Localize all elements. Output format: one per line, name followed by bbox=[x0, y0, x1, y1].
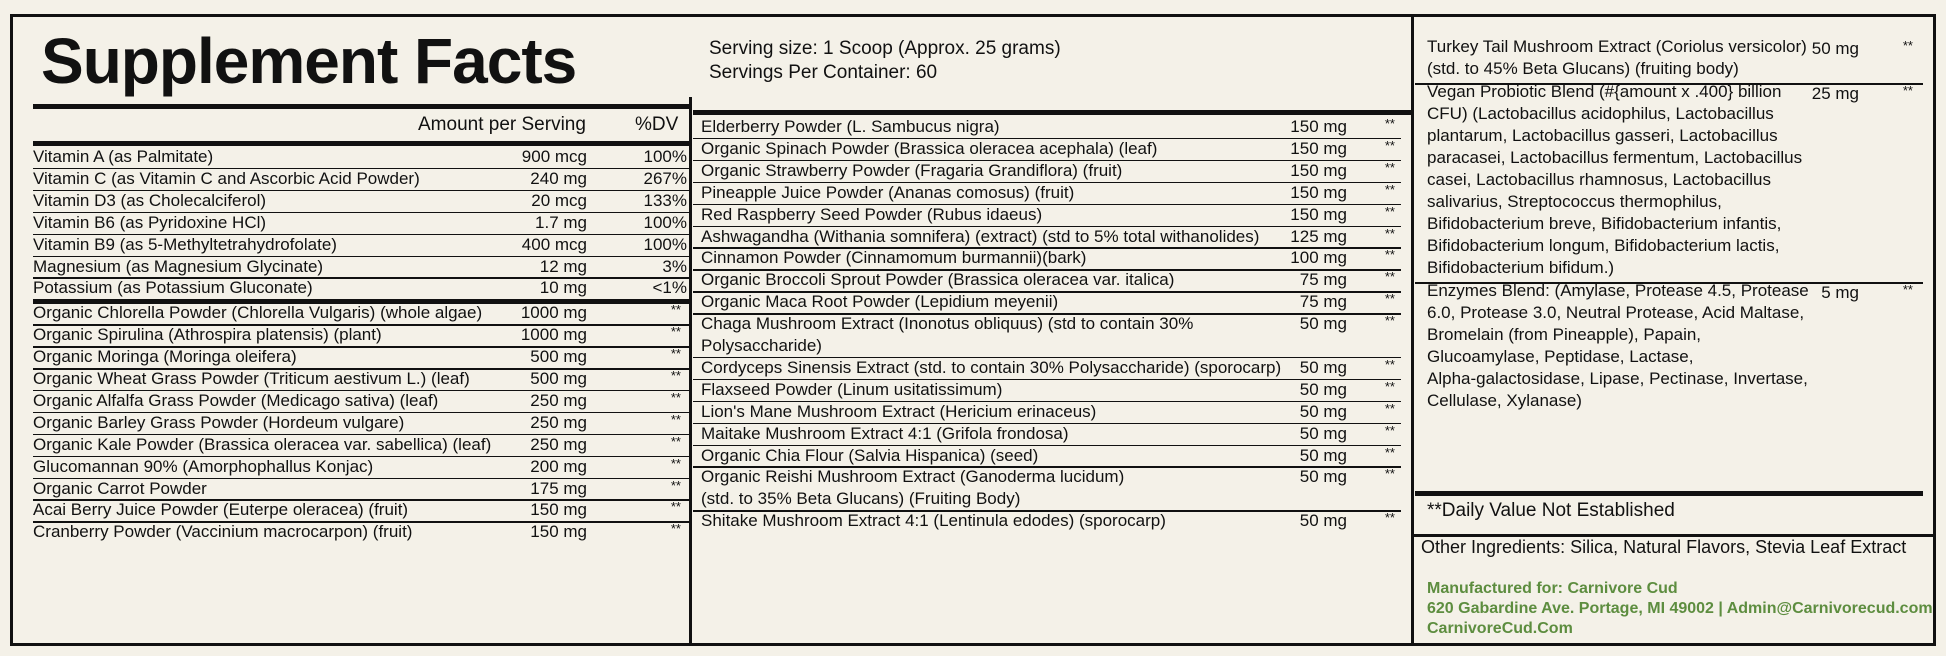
ingredient-line: Bifidobacterium longum, Bifidobacterium lactis, bbox=[1427, 236, 1780, 255]
nutrient-amount: 240 mg bbox=[530, 168, 587, 188]
ingredient-amount: 100 mg bbox=[1290, 248, 1347, 268]
ingredient-dv: ** bbox=[1384, 116, 1395, 131]
ingredient-name: Organic Broccoli Sprout Powder (Brassica oleracea var. italica) bbox=[701, 270, 1175, 290]
ingredient-dv: ** bbox=[1902, 83, 1913, 98]
ingredient-dv: ** bbox=[1384, 247, 1395, 263]
ingredient-dv: ** bbox=[1384, 313, 1395, 329]
ingredient-line: Glucoamylase, Peptidase, Lactase, bbox=[1427, 347, 1694, 366]
nutrient-amount: 12 mg bbox=[539, 256, 587, 276]
ingredient-amount: 150 mg bbox=[1290, 160, 1347, 180]
nutrient-amount: 20 mcg bbox=[531, 190, 587, 210]
nutrient-amount: 10 mg bbox=[539, 278, 587, 298]
ingredient-amount: 150 mg bbox=[1290, 138, 1347, 158]
ingredient-amount: 50 mg bbox=[1299, 401, 1347, 421]
ingredient-dv: ** bbox=[670, 389, 681, 405]
column-divider-2 bbox=[1411, 17, 1414, 643]
ingredient-amount: 50 mg bbox=[1811, 39, 1859, 58]
ingredient-name: Cordyceps Sinensis Extract (std. to contain 30% Polysaccharide) (sporocarp) bbox=[701, 357, 1282, 377]
ingredient-name: Chaga Mushroom Extract (Inonotus obliquus) (std to contain 30% bbox=[701, 314, 1194, 334]
ingredient-line: Bifidobacterium bifidum.) bbox=[1427, 258, 1615, 277]
ingredient-amount: 500 mg bbox=[530, 369, 587, 388]
ingredient-name: Pineapple Juice Powder (Ananas comosus) (fruit) bbox=[701, 182, 1075, 202]
panel-title: Supplement Facts bbox=[41, 25, 577, 97]
ingredient-name: Organic Maca Root Powder (Lepidium meyenii) bbox=[701, 292, 1059, 312]
ingredient-dv: ** bbox=[670, 302, 681, 318]
ingredient-dv: ** bbox=[1384, 422, 1395, 438]
ingredient-dv: ** bbox=[1384, 444, 1395, 460]
manufacturer-info bbox=[1427, 579, 1933, 639]
nutrient-dv: 100% bbox=[643, 212, 687, 232]
servings-per-container: Servings Per Container: 60 bbox=[709, 62, 938, 83]
ingredient-line: CFU) (Lactobacillus acidophilus, Lactobacillus bbox=[1427, 104, 1774, 123]
ingredient-dv: ** bbox=[1384, 466, 1395, 482]
ingredient-amount: 50 mg bbox=[1299, 314, 1347, 334]
ingredient-dv: ** bbox=[670, 477, 681, 493]
col3-bottom-rule bbox=[1415, 491, 1923, 496]
ingredient-name-line2: Polysaccharide) bbox=[701, 336, 822, 355]
ingredient-name: Lion's Mane Mushroom Extract (Hericium erinaceus) bbox=[701, 401, 1097, 421]
ingredient-name: Glucomannan 90% (Amorphophallus Konjac) bbox=[33, 456, 374, 476]
nutrient-name: Vitamin C (as Vitamin C and Ascorbic Acid Powder) bbox=[33, 168, 420, 188]
ingredient-dv: ** bbox=[1384, 356, 1395, 372]
manufacturer-address: 620 Gabardine Ave. Portage, MI 49002 | Admin@Carnivorecud.com bbox=[1427, 600, 1933, 617]
nutrient-dv: 267% bbox=[643, 168, 687, 188]
ingredient-line: Bifidobacterium breve, Bifidobacterium infantis, bbox=[1427, 214, 1782, 233]
ingredient-line: plantarum, Lactobacillus gasseri, Lactobacillus bbox=[1427, 126, 1778, 145]
manufacturer-name: Manufactured for: Carnivore Cud bbox=[1427, 580, 1678, 597]
ingredient-name: Organic Chia Flour (Salvia Hispanica) (seed) bbox=[701, 445, 1039, 465]
ingredient-line: Bromelain (from Pineapple), Papain, bbox=[1427, 325, 1702, 344]
ingredient-dv: ** bbox=[670, 346, 681, 362]
ingredient-name-line2: (std. to 35% Beta Glucans) (Fruiting Body) bbox=[701, 489, 1021, 509]
nutrient-name: Vitamin B6 (as Pyridoxine HCl) bbox=[33, 212, 267, 232]
ingredient-name: Organic Strawberry Powder (Fragaria Grandiflora) (fruit) bbox=[701, 160, 1123, 180]
ingredient-name: Shitake Mushroom Extract 4:1 (Lentinula edodes) (sporocarp) bbox=[701, 511, 1166, 531]
ingredient-amount: 250 mg bbox=[530, 434, 587, 454]
ingredient-line: Turkey Tail Mushroom Extract (Coriolus versicolor) bbox=[1427, 37, 1807, 56]
ingredient-name: Elderberry Powder (L. Sambucus nigra) bbox=[701, 117, 1000, 136]
ingredient-dv: ** bbox=[1902, 38, 1913, 53]
daily-value-note: **Daily Value Not Established bbox=[1427, 500, 1675, 521]
ingredient-line: paracasei, Lactobacillus fermentum, Lactobacillus bbox=[1427, 148, 1803, 167]
ingredient-name: Ashwagandha (Withania somnifera) (extract) (std to 5% total withanolides) bbox=[701, 226, 1260, 246]
ingredient-line: Cellulase, Xylanase) bbox=[1427, 391, 1582, 410]
ingredient-dv: ** bbox=[670, 521, 681, 537]
ingredient-row bbox=[33, 519, 689, 545]
note-box-bottom bbox=[1414, 527, 1933, 537]
ingredient-amount: 200 mg bbox=[530, 456, 587, 476]
dv-header: %DV bbox=[635, 114, 679, 135]
ingredient-dv: ** bbox=[1384, 269, 1395, 285]
nutrient-name: Vitamin B9 (as 5-Methyltetrahydrofolate) bbox=[33, 234, 337, 254]
ingredient-amount: 250 mg bbox=[530, 412, 587, 432]
ingredient-name: Organic Reishi Mushroom Extract (Ganoderma lucidum) bbox=[701, 467, 1125, 487]
ingredient-amount: 50 mg bbox=[1299, 357, 1347, 377]
ingredient-name: Organic Spirulina (Athrospira platensis) (plant) bbox=[33, 325, 382, 345]
ingredient-amount: 150 mg bbox=[1290, 117, 1347, 136]
nutrient-dv: 100% bbox=[643, 234, 687, 254]
column-divider-1 bbox=[689, 97, 692, 643]
ingredient-name: Cranberry Powder (Vaccinium macrocarpon) (fruit) bbox=[33, 522, 413, 542]
ingredient-dv: ** bbox=[670, 455, 681, 471]
ingredient-name: Organic Alfalfa Grass Powder (Medicago sativa) (leaf) bbox=[33, 390, 439, 410]
nutrient-dv: 3% bbox=[662, 256, 687, 276]
ingredient-amount: 50 mg bbox=[1299, 511, 1347, 531]
ingredient-dv: ** bbox=[1384, 225, 1395, 241]
nutrient-dv: 133% bbox=[643, 190, 687, 210]
ingredient-amount: 5 mg bbox=[1821, 283, 1859, 302]
ingredient-amount: 75 mg bbox=[1299, 292, 1347, 312]
ingredient-name: Maitake Mushroom Extract 4:1 (Grifola frondosa) bbox=[701, 423, 1069, 443]
amount-per-serving-header: Amount per Serving bbox=[418, 114, 586, 135]
ingredient-line: Enzymes Blend: (Amylase, Protease 4.5, Protease bbox=[1427, 281, 1809, 300]
ingredient-dv: ** bbox=[670, 324, 681, 340]
ingredient-dv: ** bbox=[1384, 291, 1395, 307]
ingredient-amount: 50 mg bbox=[1299, 423, 1347, 443]
ingredient-dv: ** bbox=[670, 499, 681, 515]
ingredient-row bbox=[701, 508, 1401, 534]
nutrient-name: Potassium (as Potassium Gluconate) bbox=[33, 278, 313, 298]
nutrient-dv: 100% bbox=[643, 147, 687, 166]
ingredient-block bbox=[1427, 81, 1919, 279]
ingredient-name: Organic Kale Powder (Brassica oleracea var. sabellica) (leaf) bbox=[33, 434, 492, 454]
ingredient-amount: 150 mg bbox=[1290, 182, 1347, 202]
ingredient-dv: ** bbox=[1384, 378, 1395, 394]
ingredient-amount: 175 mg bbox=[530, 478, 587, 498]
col1-top-rule bbox=[33, 104, 689, 109]
ingredient-amount: 500 mg bbox=[530, 347, 587, 367]
ingredient-block bbox=[1427, 280, 1919, 412]
nutrient-name: Vitamin A (as Palmitate) bbox=[33, 147, 214, 166]
ingredient-line: salivarius, Streptococcus thermophilus, bbox=[1427, 192, 1722, 211]
ingredient-amount: 50 mg bbox=[1299, 445, 1347, 465]
ingredient-name: Acai Berry Juice Powder (Euterpe oleracea) (fruit) bbox=[33, 500, 409, 520]
ingredient-amount: 125 mg bbox=[1290, 226, 1347, 246]
ingredient-name: Cinnamon Powder (Cinnamomum burmannii)(bark) bbox=[701, 248, 1087, 268]
ingredient-dv: ** bbox=[670, 411, 681, 427]
ingredient-dv: ** bbox=[1902, 282, 1913, 297]
serving-size: Serving size: 1 Scoop (Approx. 25 grams) bbox=[709, 38, 1061, 59]
serving-info bbox=[709, 37, 1061, 85]
ingredient-amount: 250 mg bbox=[530, 390, 587, 410]
manufacturer-website: CarnivoreCud.Com bbox=[1427, 620, 1573, 637]
ingredient-line: Alpha-galactosidase, Lipase, Pectinase, Invertase, bbox=[1427, 369, 1808, 388]
ingredient-amount: 50 mg bbox=[1299, 467, 1347, 487]
ingredient-amount: 25 mg bbox=[1811, 84, 1859, 103]
ingredient-name: Organic Chlorella Powder (Chlorella Vulgaris) (whole algae) bbox=[33, 303, 483, 323]
ingredient-line: (std. to 45% Beta Glucans) (fruiting body) bbox=[1427, 59, 1739, 78]
ingredient-amount: 150 mg bbox=[530, 500, 587, 520]
nutrient-amount: 400 mcg bbox=[521, 234, 587, 254]
ingredient-name: Organic Wheat Grass Powder (Triticum aestivum L.) (leaf) bbox=[33, 369, 470, 388]
ingredient-dv: ** bbox=[670, 433, 681, 449]
supplement-facts-panel bbox=[10, 14, 1936, 646]
ingredient-block bbox=[1427, 36, 1919, 80]
ingredient-amount: 150 mg bbox=[530, 522, 587, 542]
nutrient-amount: 900 mcg bbox=[521, 147, 587, 166]
ingredient-name: Organic Barley Grass Powder (Hordeum vulgare) bbox=[33, 412, 405, 432]
ingredient-name: Organic Spinach Powder (Brassica oleracea acephala) (leaf) bbox=[701, 138, 1158, 158]
nutrient-amount: 1.7 mg bbox=[535, 212, 587, 232]
other-ingredients: Other Ingredients: Silica, Natural Flavors, Stevia Leaf Extract bbox=[1421, 537, 1907, 557]
ingredient-line: casei, Lactobacillus rhamnosus, Lactobacillus bbox=[1427, 170, 1771, 189]
nutrient-name: Vitamin D3 (as Cholecalciferol) bbox=[33, 190, 267, 210]
nutrient-name: Magnesium (as Magnesium Glycinate) bbox=[33, 256, 324, 276]
ingredient-line: 6.0, Protease 3.0, Neutral Protease, Acid Maltase, bbox=[1427, 303, 1805, 322]
ingredient-name: Red Raspberry Seed Powder (Rubus idaeus) bbox=[701, 204, 1043, 224]
ingredient-dv: ** bbox=[1384, 400, 1395, 416]
ingredient-dv: ** bbox=[670, 368, 681, 383]
ingredient-amount: 1000 mg bbox=[520, 325, 587, 345]
ingredient-dv: ** bbox=[1384, 137, 1395, 153]
ingredient-dv: ** bbox=[1384, 510, 1395, 526]
ingredient-name: Organic Moringa (Moringa oleifera) bbox=[33, 347, 297, 367]
ingredient-amount: 50 mg bbox=[1299, 379, 1347, 399]
ingredient-amount: 1000 mg bbox=[520, 303, 587, 323]
vitamin-row bbox=[33, 275, 689, 301]
ingredient-dv: ** bbox=[1384, 203, 1395, 219]
ingredient-dv: ** bbox=[1384, 159, 1395, 175]
ingredient-amount: 150 mg bbox=[1290, 204, 1347, 224]
ingredient-name: Organic Carrot Powder bbox=[33, 478, 207, 498]
ingredient-amount: 75 mg bbox=[1299, 270, 1347, 290]
nutrient-dv: <1% bbox=[652, 278, 687, 298]
ingredient-dv: ** bbox=[1384, 181, 1395, 197]
ingredient-line: Vegan Probiotic Blend (#{amount x .400} billion bbox=[1427, 82, 1782, 101]
ingredient-name: Flaxseed Powder (Linum usitatissimum) bbox=[701, 379, 1003, 399]
